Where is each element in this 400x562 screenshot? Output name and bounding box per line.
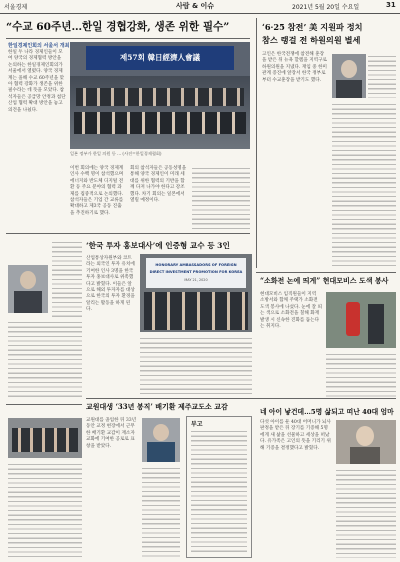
lead-body-col4 xyxy=(192,166,250,230)
social-photo xyxy=(326,292,396,348)
war-headline-2: 참스 랭걸 전 하원의원 별세 xyxy=(262,35,361,45)
people-row-2 xyxy=(74,112,246,134)
lead-body-col2: 이번 회의에는 양국 경제계 인사 수백 명이 참석했으며 에너지와 반도체 디지털 전환 등 주요 분야의 협력 과제를 집중적으로 논의했다. 참석자들은 기업 간 교류를 확대하고 제3국 공동 진출을 추진하기로 했다. xyxy=(70,166,125,216)
newspaper-name: 서울경제 xyxy=(4,4,28,11)
honor-body-col1: 산업통상자원부와 코트라는 외국인 투자 유치에 기여한 인사 3명을 한국 투자 홍보대사로 위촉했다고 밝혔다. 이들은 앞으로 해외 투자자를 대상으로 한국의 투자 환경을 알리는 활동을 하게 된다. xyxy=(86,256,137,313)
volunteer xyxy=(368,304,384,344)
portrait-suit xyxy=(336,80,362,98)
social-body-col1: 현대모비스 임직원들이 지역 소방서와 함께 주택가 소화전 도색 봉사에 나섰다. 눈에 잘 띄는 색으로 소화전을 칠해 화재 발생 시 신속한 진화를 돕는다는 취지다. xyxy=(260,292,323,330)
notice-body xyxy=(191,429,247,555)
divider xyxy=(6,404,82,405)
mother-photo xyxy=(336,420,396,464)
bottom-body-col1: 교원대를 졸업한 뒤 33년 동안 교정 현장에서 근무한 배기환 교감이 재소자 교화에 기여한 공로로 표창을 받았다. xyxy=(86,418,138,449)
mother-face xyxy=(356,426,374,446)
section-title: 사람 & 이슈 xyxy=(176,2,215,10)
lead-body-col1: 한일 두 나라 경제인들이 모여 양국의 경제협력 방안을 논의하는 한일경제인회의가 서울에서 열렸다. 양국 경제계는 올해 수교 60주년을 맞아 협력 강화가 생존을 위한 필수라는 데 뜻을 모았다. 참석자들은 공급망 안정과 첨단산업 협력 확대 방안을 놓고 의견을 나눴다. xyxy=(8,50,66,113)
photo-caption: 일본 정부가 한일 의원 등 ... (사진=한일경제협회) xyxy=(70,151,162,156)
people-row-1 xyxy=(76,88,244,106)
war-body-col1: 고인은 한국전쟁에 참전해 훈장을 받은 뒤 뉴욕 할렘을 지역구로 하원의원을 지냈다. 재임 중 한미 관계 증진에 앞장서 한국 정부로부터 수교훈장을 받기도 했다. xyxy=(262,52,329,83)
small-story-1-body xyxy=(8,320,82,400)
officer-uniform xyxy=(147,442,175,462)
hydrant xyxy=(346,302,360,336)
portrait-caption xyxy=(368,54,396,98)
bottom-headline-2: 네 아이 낳건데…5명 삶되고 떠난 40대 엄마 xyxy=(260,408,394,416)
sign-line-2: DIRECT INVESTMENT PROMOTION FOR KOREA xyxy=(149,270,243,274)
honor-people xyxy=(144,292,248,330)
war-body-col2 xyxy=(332,102,396,268)
bottom-headline-1: 교원대생 ‘33년 봉직’ 배기환 제주교도소 교감 xyxy=(86,402,228,411)
lead-subhead: 한일경제인회의 서울서 개최 xyxy=(8,43,70,49)
page-number: 31 xyxy=(386,1,396,9)
bottom-body-col3: 다섯 아이를 둔 40대 어머니가 뇌사 판정을 받은 뒤 장기를 기증해 5명에게 새 삶을 선물하고 세상을 떠났다. 유가족은 고인의 뜻을 기리기 위해 기증을 결정했다고 밝혔다. xyxy=(260,420,333,451)
person-photo-1 xyxy=(8,265,48,313)
notice-title: 부고 xyxy=(191,421,203,428)
small-story-1 xyxy=(52,240,82,320)
column-rule xyxy=(256,18,257,268)
social-body-col2 xyxy=(326,352,396,400)
officer-face xyxy=(153,424,169,441)
notice-box xyxy=(186,416,252,558)
person-face-1 xyxy=(20,271,36,289)
conference-banner xyxy=(86,46,234,70)
group-photo-1 xyxy=(8,418,82,458)
page-header xyxy=(0,0,400,14)
audience-rows xyxy=(70,76,250,149)
honor-sign xyxy=(146,258,246,288)
divider xyxy=(6,38,250,39)
person-suit-1 xyxy=(14,291,42,313)
small-story-2-body xyxy=(8,462,82,558)
divider xyxy=(6,233,250,234)
social-headline: “소화전 논에 띄게” 현대모비스 도색 봉사 xyxy=(260,276,389,285)
banner-title: 제57회 韓日經濟人會議 xyxy=(119,53,201,62)
honor-body-col2 xyxy=(140,336,252,394)
bottom-body-col4 xyxy=(336,468,396,558)
mother-body xyxy=(350,447,380,464)
war-headline-1: ‘6·25 참전’ 美 지원파 정치 xyxy=(262,22,363,32)
honor-photo xyxy=(140,254,252,332)
bottom-body-col2 xyxy=(142,466,180,558)
sign-date: MAY 21, 2020 xyxy=(184,278,208,282)
group-people xyxy=(12,428,78,452)
sign-line-1: HONORARY AMBASSADORS OF FOREIGN xyxy=(155,263,237,267)
lead-headline: “수교 60주년…한일 경협강화, 생존 위한 필수” xyxy=(6,21,230,33)
portrait-photo xyxy=(332,54,366,98)
divider xyxy=(256,272,396,273)
lead-body-col3: 회의 참석자들은 공동성명을 통해 양국 경제인이 미래 세대를 위한 협력의 기반을 함께 다져 나가야 한다고 강조했다. 차기 회의는 일본에서 열릴 예정이다. xyxy=(130,166,188,204)
issue-date: 2021년 5월 20일 수요일 xyxy=(292,4,360,11)
officer-photo xyxy=(142,418,180,462)
conference-photo xyxy=(70,42,250,149)
portrait-face xyxy=(341,60,357,78)
honor-headline: ‘한국 투자 홍보대사’에 인증형 교수 등 3인 xyxy=(86,241,230,250)
divider xyxy=(86,398,396,399)
